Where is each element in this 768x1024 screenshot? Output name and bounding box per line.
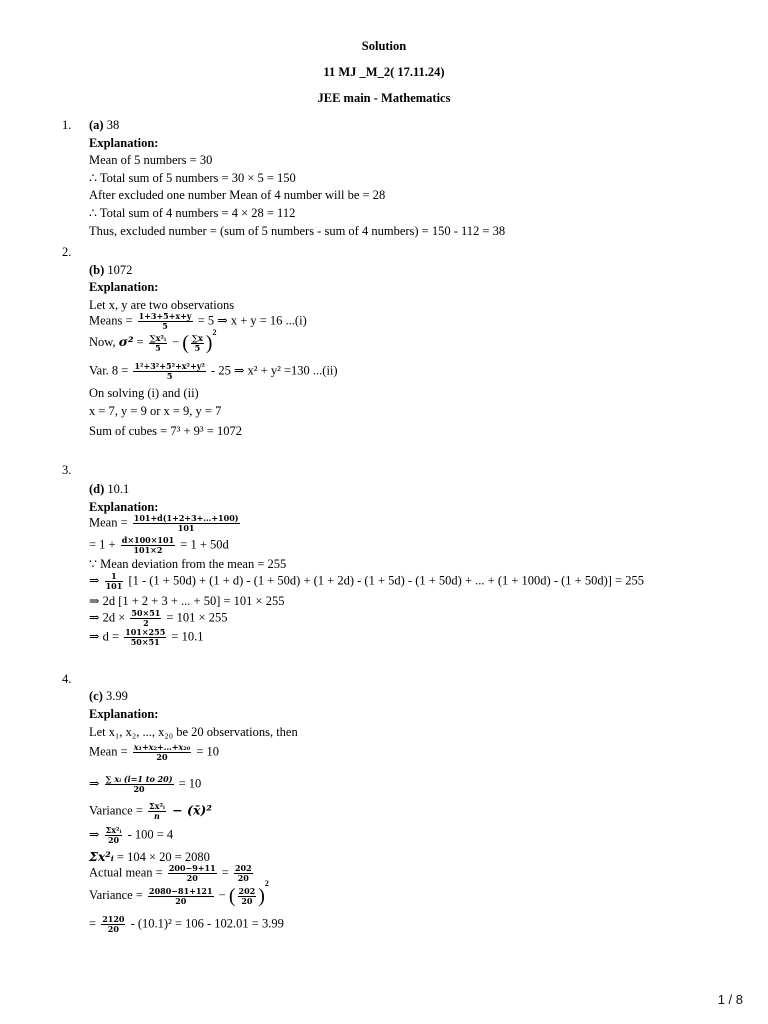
q3-line-4 bbox=[89, 572, 644, 591]
q2-variance-formula: Now, σ² = $\frac{\text{∑x²ᵢ}}{5}$ − ( $\frac{\sum x}{5}$ )$^2$ bbox=[89, 327, 217, 354]
q2-means-numerator: 1+3+5+x+y bbox=[138, 311, 192, 321]
q4-line-1: Let x₁, x₂, ..., x₂₀ be 20 observations, then bbox=[89, 725, 298, 739]
q2-var-prefix: Var. 8 = bbox=[89, 363, 132, 378]
q4-variance2-right-paren: ) bbox=[258, 885, 265, 907]
q2-minus: − bbox=[168, 334, 183, 349]
q2-var-denominator: 5 bbox=[166, 371, 173, 381]
q4-variance2-mean-fraction bbox=[238, 887, 257, 906]
q4-actual-mean-prefix: Actual mean = bbox=[89, 865, 166, 880]
q4-variance2-denominator: 20 bbox=[175, 895, 187, 906]
q2-answer bbox=[89, 263, 132, 278]
q4-mean-suffix: = 10 bbox=[193, 744, 220, 759]
q4-line-5-numerator: Σx²ᵢ bbox=[105, 825, 122, 835]
q3-number: 3. bbox=[62, 463, 72, 477]
q4-line-5 bbox=[89, 826, 173, 845]
doc-code: 11 MJ _M_2( 17.11.24) bbox=[323, 65, 445, 79]
q4-line-9 bbox=[89, 915, 284, 934]
q3-line-6-fraction bbox=[130, 609, 161, 628]
q3-answer bbox=[89, 482, 129, 497]
q4-line-9-numerator: 2120 bbox=[102, 914, 125, 924]
q4-variance-line bbox=[89, 802, 212, 821]
q3-line-4-suffix: [1 - (1 + 50d) + (1 + d) - (1 + 50d) + (1 + 2d) - (1 + 5d) - (1 + 50d) + ... + (1 + 100d) - (1 + 50d)] = 255 bbox=[125, 573, 644, 588]
q4-line-3-prefix: ⇒ bbox=[89, 776, 103, 791]
q2-sum-denominator: 5 bbox=[194, 342, 201, 353]
q4-actual-mean-fraction bbox=[168, 864, 217, 883]
q3-line-6-numerator: 50×51 bbox=[131, 608, 161, 618]
q3-line-5: ⇒ 2d [1 + 2 + 3 + ... + 50] = 101 × 255 bbox=[89, 594, 285, 608]
q4-number: 4. bbox=[62, 672, 72, 686]
q3-line-7-prefix: ⇒ d = bbox=[89, 629, 123, 644]
q2-line-7: Sum of cubes = 7³ + 9³ = 1072 bbox=[89, 424, 242, 438]
q4-variance2-numerator: 2080−81+121 bbox=[149, 885, 213, 896]
doc-title: Solution bbox=[361, 39, 407, 53]
q2-now-prefix: Now, bbox=[89, 334, 119, 349]
q1-number: 1. bbox=[62, 118, 72, 132]
q3-line-6 bbox=[89, 609, 227, 628]
q2-means-line bbox=[89, 312, 307, 331]
q3-line-7-suffix: = 10.1 bbox=[168, 629, 204, 644]
q3-line-2 bbox=[89, 536, 229, 555]
q2-line-1: Let x, y are two observations bbox=[89, 298, 235, 312]
q3-line-6-prefix: ⇒ 2d × bbox=[89, 610, 129, 625]
q4-option: (c) bbox=[89, 689, 103, 703]
q4-line-3-numerator: ∑ xᵢ (i=1 to 20) bbox=[105, 774, 173, 784]
q4-answer bbox=[89, 689, 128, 704]
q4-mean-line bbox=[89, 743, 219, 762]
q1-option: (a) bbox=[89, 118, 104, 132]
q2-means-fraction bbox=[138, 312, 193, 331]
q1-line-2: ∴ Total sum of 5 numbers = 30 × 5 = 150 bbox=[89, 171, 296, 185]
q1-answer bbox=[89, 118, 119, 133]
q3-line-2-fraction bbox=[121, 536, 175, 555]
q4-line-9-fraction bbox=[101, 915, 125, 934]
q4-variance2-line: Variance = $\frac{2080-81+121}{20}$ − ( $\frac{202}{20}$ )$^2$ bbox=[89, 878, 269, 907]
q2-right-paren: ) bbox=[205, 332, 213, 354]
q4-line-3-denominator: 20 bbox=[133, 784, 145, 794]
q1-line-5: Thus, excluded number = (sum of 5 numbers - sum of 4 numbers) = 150 - 112 = 38 bbox=[89, 224, 506, 238]
q4-line-3-fraction bbox=[105, 775, 174, 794]
q4-answer-value: 3.99 bbox=[102, 689, 128, 703]
q2-sigma-squared: σ² bbox=[118, 333, 134, 349]
q4-line-5-suffix: - 100 = 4 bbox=[124, 827, 174, 842]
doc-subject: JEE main - Mathematics bbox=[317, 91, 451, 105]
q4-actual-mean-result-numerator: 202 bbox=[234, 863, 252, 873]
q4-variance2-mean-denominator: 20 bbox=[241, 895, 253, 906]
q4-variance-suffix: − (x̄)² bbox=[167, 802, 212, 818]
q4-actual-mean-line bbox=[89, 864, 255, 883]
q3-line-7 bbox=[89, 628, 203, 647]
q2-line-5: On solving (i) and (ii) bbox=[89, 386, 199, 400]
q4-variance-numerator: Σx²ᵢ bbox=[149, 801, 165, 811]
q2-option: (b) bbox=[89, 263, 105, 277]
q4-line-5-denominator: 20 bbox=[107, 835, 120, 845]
q2-means-suffix: = 5 ⇒ x + y = 16 ...(i) bbox=[194, 313, 307, 328]
q4-explanation-label: Explanation: bbox=[89, 707, 159, 721]
q4-line-6-lhs: Σx²ᵢ bbox=[89, 849, 114, 864]
q2-means-denominator: 5 bbox=[162, 321, 168, 331]
q3-line-4-denominator: 101 bbox=[105, 581, 123, 591]
q3-answer-value: 10.1 bbox=[104, 482, 130, 496]
q4-actual-mean-equals: = bbox=[218, 865, 232, 880]
q3-option: (d) bbox=[89, 482, 105, 496]
q2-sumsq-denominator: 5 bbox=[155, 342, 161, 353]
q4-variance2-fraction bbox=[148, 887, 214, 906]
q3-line-2-denominator: 101×2 bbox=[133, 545, 163, 555]
q1-line-3: After excluded one number Mean of 4 number will be = 28 bbox=[89, 188, 386, 202]
q4-mean-prefix: Mean = bbox=[89, 744, 131, 759]
q4-actual-mean-numerator: 200−9+11 bbox=[168, 863, 216, 873]
q2-sumsq-fraction bbox=[149, 334, 167, 353]
q2-equals: = bbox=[133, 334, 147, 349]
q3-line-4-fraction bbox=[105, 572, 124, 591]
q2-sum-numerator: ∑x bbox=[191, 332, 203, 343]
q4-mean-denominator: 20 bbox=[156, 752, 168, 762]
q2-number: 2. bbox=[62, 245, 72, 259]
q4-line-3-suffix: = 10 bbox=[175, 776, 202, 791]
q3-line-3: ∵ Mean deviation from the mean = 255 bbox=[89, 557, 287, 571]
q3-line-2-numerator: d×100×101 bbox=[121, 535, 175, 545]
page-indicator: 1 / 8 bbox=[717, 992, 743, 1007]
q4-line-9-denominator: 20 bbox=[107, 924, 119, 934]
q2-var-numerator: 1²+3²+5²+x²+y² bbox=[134, 361, 205, 371]
q4-variance2-minus: − bbox=[215, 887, 229, 902]
q2-var-fraction bbox=[133, 362, 205, 381]
q2-sum-fraction bbox=[191, 334, 204, 353]
q1-line-1: Mean of 5 numbers = 30 bbox=[89, 153, 213, 167]
q4-variance2-prefix: Variance = bbox=[89, 887, 147, 902]
q4-variance-fraction bbox=[148, 802, 166, 821]
q4-mean-numerator: x₁+x₂+…+x₂₀ bbox=[133, 742, 191, 752]
q3-line-7-fraction bbox=[124, 628, 166, 647]
q1-line-4: ∴ Total sum of 4 numbers = 4 × 28 = 112 bbox=[89, 206, 296, 220]
q2-var-line bbox=[89, 362, 338, 381]
q4-line-3 bbox=[89, 775, 201, 794]
q4-line-6-suffix: = 104 × 20 = 2080 bbox=[113, 850, 210, 864]
q2-sumsq-numerator: ∑x²ᵢ bbox=[149, 332, 166, 343]
q4-actual-mean-denominator: 20 bbox=[186, 873, 198, 883]
q3-line-2-prefix: = 1 + bbox=[89, 537, 119, 552]
q3-mean-line bbox=[89, 514, 242, 533]
q1-answer-value: 38 bbox=[103, 118, 120, 132]
q3-line-7-numerator: 101×255 bbox=[125, 627, 166, 637]
q2-line-6: x = 7, y = 9 or x = 9, y = 7 bbox=[89, 404, 222, 418]
q4-line-9-prefix: = bbox=[89, 916, 100, 931]
q3-mean-denominator: 101 bbox=[177, 523, 195, 533]
q2-explanation-label: Explanation: bbox=[89, 280, 159, 294]
q4-variance2-left-paren: ( bbox=[228, 885, 236, 907]
q4-line-5-fraction bbox=[105, 826, 123, 845]
q2-left-paren: ( bbox=[182, 332, 189, 354]
q3-mean-prefix: Mean = bbox=[89, 515, 131, 530]
q4-actual-mean-result-denominator: 20 bbox=[237, 873, 249, 883]
q3-line-4-numerator: 1 bbox=[105, 572, 124, 582]
q3-mean-fraction bbox=[133, 514, 240, 533]
q3-line-6-denominator: 2 bbox=[143, 618, 149, 628]
q4-variance-denominator: n bbox=[154, 811, 160, 821]
q1-explanation-label: Explanation: bbox=[89, 136, 159, 150]
q3-explanation-label: Explanation: bbox=[89, 500, 159, 514]
q3-line-7-denominator: 50×51 bbox=[130, 637, 160, 647]
q3-line-2-suffix: = 1 + 50d bbox=[177, 537, 229, 552]
q4-variance2-mean-numerator: 202 bbox=[238, 885, 256, 896]
q4-line-9-suffix: - (10.1)² = 106 - 102.01 = 3.99 bbox=[127, 916, 284, 931]
q3-mean-numerator: 101+d(1+2+3+…+100) bbox=[133, 513, 239, 523]
q4-mean-fraction bbox=[133, 743, 191, 762]
q4-variance-prefix: Variance = bbox=[89, 803, 147, 818]
q4-actual-mean-result-fraction bbox=[234, 864, 253, 883]
q4-line-5-prefix: ⇒ bbox=[89, 827, 103, 842]
q3-line-4-prefix: ⇒ bbox=[89, 573, 103, 588]
q3-line-6-suffix: = 101 × 255 bbox=[163, 610, 228, 625]
q2-var-suffix: - 25 ⇒ x² + y² =130 ...(ii) bbox=[207, 363, 338, 378]
q2-means-prefix: Means = bbox=[89, 313, 136, 328]
q2-answer-value: 1072 bbox=[104, 263, 133, 277]
